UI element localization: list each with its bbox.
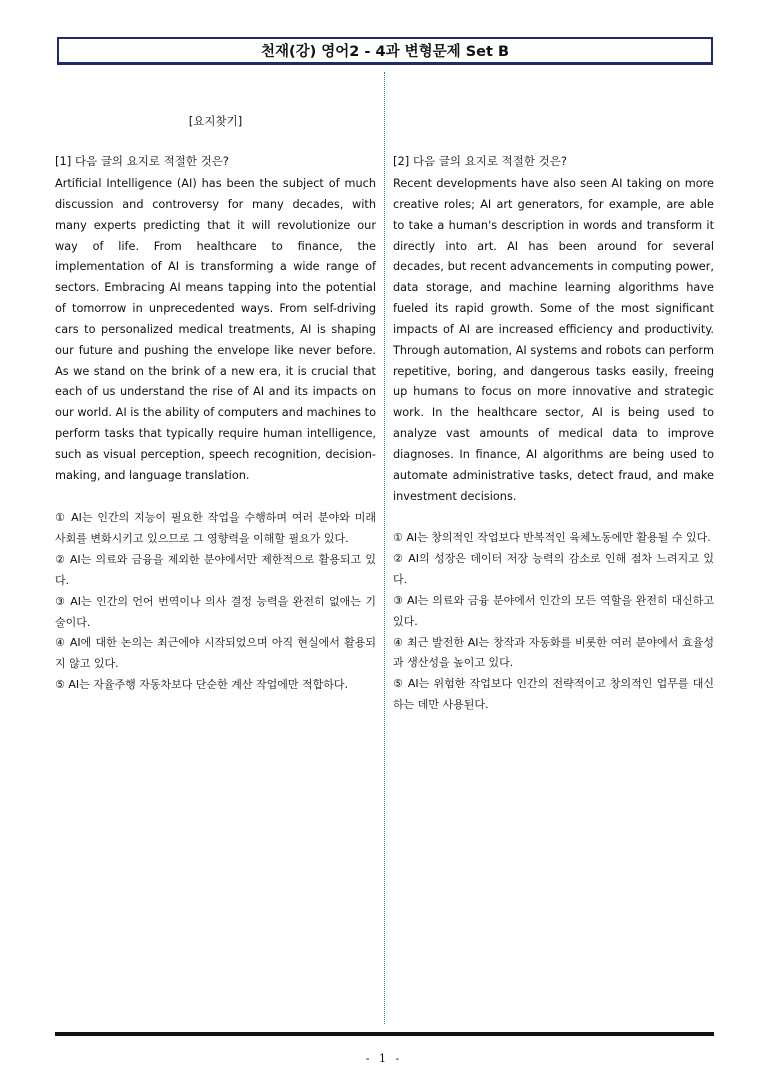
question-1-choice-3: ③ AI는 인간의 언어 번역이나 의사 결정 능력을 완전히 없애는 기술이다. <box>55 594 376 629</box>
column-divider <box>384 72 385 1024</box>
question-1-choice-5: ⑤ AI는 자율주행 자동차보다 단순한 계산 작업에만 적합하다. <box>55 678 348 692</box>
question-2-choice-1: ① AI는 창의적인 작업보다 반복적인 육체노동에만 활용될 수 있다. <box>393 531 711 544</box>
question-1-passage: Artificial Intelligence (AI) has been the subject of much discussion and controversy for many decades, with many experts predicting that it will revolutionize our way of life. From healthcare to finance, the implementation of AI is transforming a wide range of sectors. Embracing AI means tapping into the potential of tomorrow in unprecedented ways. From self-driving cars to personalized medical treatments, AI is shaping our future and pushing the envelope like never before. As we stand on the brink of a new era, it is crucial that each of us understand the rise of AI and its impacts on our world. AI is the ability of computers and machines to perform tasks that typically require human intelligence, such as visual perception, speech recognition, decision-making, and language translation. <box>55 177 376 482</box>
question-1-title: [1] 다음 글의 요지로 적절한 것은? <box>55 154 229 168</box>
question-1-choice-1: ① AI는 인간의 지능이 필요한 작업을 수행하며 여러 분야와 미래 사회를 변화시키고 있으므로 그 영향력을 이해할 필요가 있다. <box>55 511 376 545</box>
question-1-choice-4: ④ AI에 대한 논의는 최근에야 시작되었으며 아직 현실에서 활용되지 않고 있다. <box>55 636 376 671</box>
question-2-passage: Recent developments have also seen AI taking on more creative roles; AI art generators, for example, are able to take a human's description in words and transform it directly into art. AI has been around for several decades, but recent advancements in computing power, data storage, and machine learning algorithms have fueled its rapid growth. Some of the most significant impacts of AI are increased efficiency and productivity. Through automation, AI systems and robots can perform repetitive, boring, and dangerous tasks easily, freeing up humans to focus on more innovative and strategic work. In the healthcare sector, AI is being used to analyze vast amounts of medical data to improve diagnoses. In finance, AI algorithms are being used to automate administrative tasks, detect fraud, and make investment decisions. <box>393 177 714 503</box>
page-title <box>57 37 713 65</box>
question-1-choice-2: ② AI는 의료와 금융을 제외한 분야에서만 제한적으로 활용되고 있다. <box>55 552 376 587</box>
question-2-choice-4: ④ 최근 발전한 AI는 창작과 자동화를 비롯한 여러 분야에서 효율성과 생산성을 높이고 있다. <box>393 635 714 670</box>
question-2-choice-2: ② AI의 성장은 데이터 저장 능력의 감소로 인해 점차 느려지고 있다. <box>393 551 714 586</box>
section-heading: [요지찾기] <box>188 114 243 128</box>
footer-rule <box>55 1032 714 1036</box>
question-2-choices <box>393 528 714 716</box>
page-number: - 1 - <box>365 1052 403 1065</box>
question-2-title: [2] 다음 글의 요지로 적절한 것은? <box>393 154 567 168</box>
question-2-choice-3: ③ AI는 의료와 금융 분야에서 인간의 모든 역할을 완전히 대신하고 있다. <box>393 593 714 628</box>
page-title-text: 천재(강) 영어2 - 4과 변형문제 Set B <box>260 44 510 60</box>
question-2-choice-5: ⑤ AI는 위험한 작업보다 인간의 전략적이고 창의적인 업무를 대신하는 데만 사용된다. <box>393 677 714 712</box>
question-1-choices <box>55 508 376 696</box>
